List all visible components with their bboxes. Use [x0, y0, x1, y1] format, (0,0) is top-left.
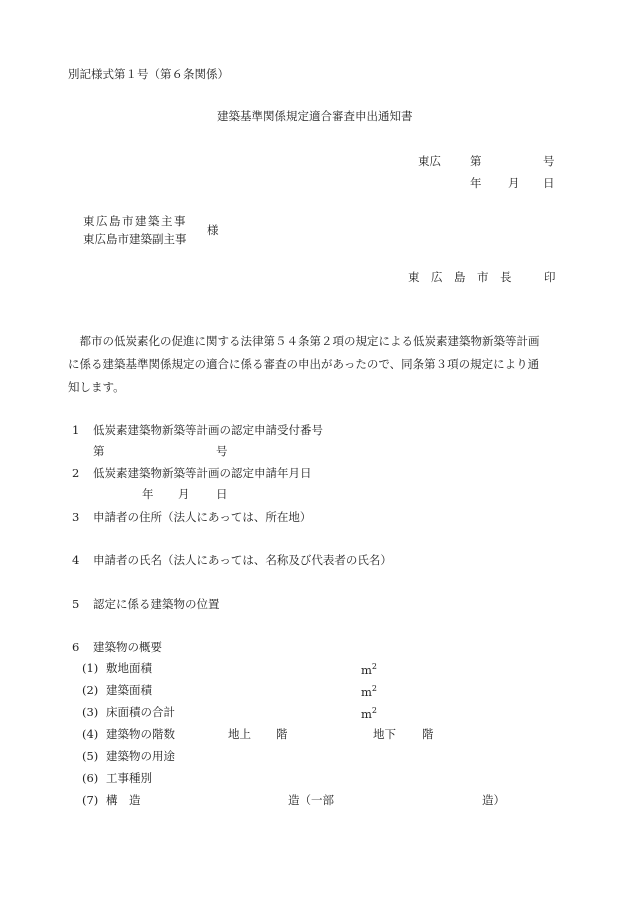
form-number-label: 別記様式第１号（第６条関係）: [68, 67, 229, 81]
item-3-number: 3: [72, 510, 80, 524]
sender-mayor: 東 広 島 市 長: [408, 270, 512, 284]
item-6-number: 6: [72, 640, 80, 654]
sub-2-number: (2): [82, 683, 99, 697]
item-1-dai: 第: [93, 444, 105, 458]
sub-1-number: (1): [82, 661, 99, 675]
recipient-line-1: 東広島市建築主事: [83, 214, 187, 228]
item-2-number: 2: [72, 466, 80, 480]
item-3-label: 申請者の住所（法人にあっては、所在地）: [93, 510, 312, 524]
office-prefix: 東広: [418, 154, 441, 168]
item-2-year: 年: [142, 487, 154, 501]
sub-3-unit: $m^2$: [361, 706, 377, 721]
floors-above-label: 地上: [228, 727, 251, 741]
item-4-number: 4: [72, 553, 80, 567]
item-2-label: 低炭素建築物新築等計画の認定申請年月日: [93, 466, 312, 480]
sub-7-number: (7): [82, 793, 99, 807]
sub-5-label: 建築物の用途: [106, 749, 175, 763]
floors-above-kai: 階: [276, 727, 288, 741]
structure-partial-end: 造）: [482, 793, 505, 807]
body-line-3: 知します。: [68, 380, 125, 394]
date-month: 月: [508, 176, 520, 190]
sub-3-number: (3): [82, 705, 99, 719]
recipient-line-2: 東広島市建築副主事: [83, 232, 187, 246]
item-4-label: 申請者の氏名（法人にあっては、名称及び代表者の氏名）: [93, 553, 392, 567]
structure-partial: 造（一部: [288, 793, 334, 807]
date-day: 日: [543, 176, 555, 190]
sub-5-number: (5): [82, 749, 99, 763]
date-year: 年: [470, 176, 482, 190]
sub-2-label: 建築面積: [106, 683, 152, 697]
item-6-label: 建築物の概要: [93, 640, 162, 654]
item-5-number: 5: [72, 597, 80, 611]
document-title: 建築基準関係規定適合審査申出通知書: [217, 109, 413, 123]
floors-below-label: 地下: [373, 727, 396, 741]
sub-6-label: 工事種別: [106, 771, 152, 785]
sub-1-unit: $m^2$: [361, 662, 377, 677]
sub-2-unit: $m^2$: [361, 684, 377, 699]
body-line-1: 都市の低炭素化の促進に関する法律第５４条第２項の規定による低炭素建築物新築等計画: [68, 334, 540, 348]
item-1-number: 1: [72, 423, 80, 437]
body-line-2: に係る建築基準関係規定の適合に係る審査の申出があったので、同条第３項の規定により通: [68, 357, 540, 371]
floors-below-kai: 階: [422, 727, 434, 741]
item-5-label: 認定に係る建築物の位置: [93, 597, 220, 611]
number-go: 号: [543, 154, 555, 168]
sub-4-label: 建築物の階数: [106, 727, 175, 741]
number-dai: 第: [470, 154, 482, 168]
sub-1-label: 敷地面積: [106, 661, 152, 675]
recipient-honorific: 様: [207, 223, 219, 237]
item-2-day: 日: [216, 487, 228, 501]
seal-mark: 印: [544, 270, 556, 284]
sub-3-label: 床面積の合計: [106, 705, 175, 719]
sub-7-label: 構 造: [106, 793, 141, 807]
item-1-label: 低炭素建築物新築等計画の認定申請受付番号: [93, 423, 323, 437]
sub-4-number: (4): [82, 727, 99, 741]
item-1-go: 号: [216, 444, 228, 458]
item-2-month: 月: [178, 487, 190, 501]
sub-6-number: (6): [82, 771, 99, 785]
